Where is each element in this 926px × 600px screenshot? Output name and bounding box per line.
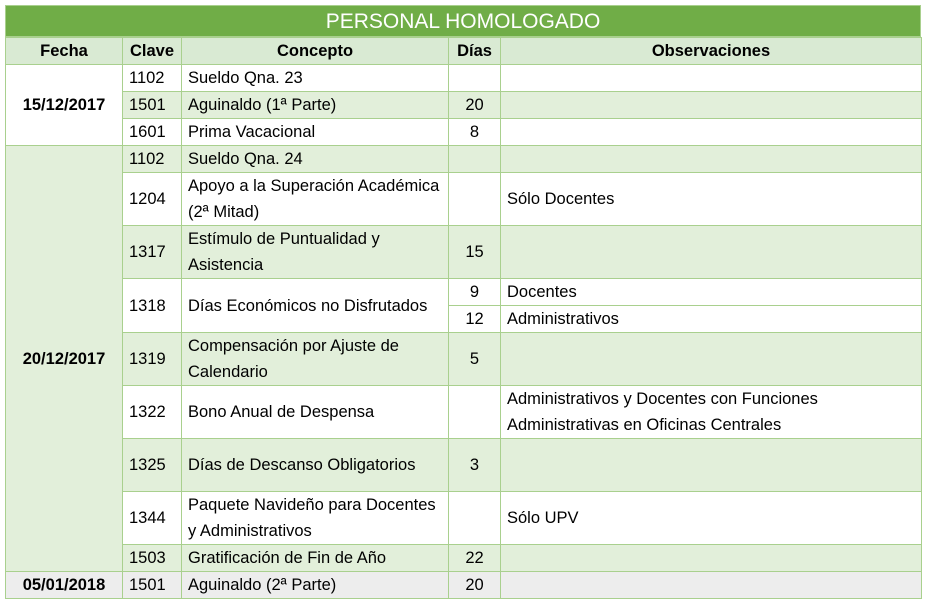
dias-cell: 20 <box>449 92 501 119</box>
fecha-cell: 20/12/2017 <box>6 146 123 572</box>
concepto-cell: Aguinaldo (1ª Parte) <box>182 92 449 119</box>
table-row <box>6 173 922 226</box>
observaciones-cell: Administrativos y Docentes con Funciones Administrativas en Oficinas Centrales <box>501 386 922 439</box>
table-row <box>6 439 922 492</box>
observaciones-cell <box>501 226 922 279</box>
table-row <box>6 226 922 279</box>
observaciones-cell <box>501 545 922 572</box>
clave-cell: 1319 <box>123 333 182 386</box>
clave-cell: 1501 <box>123 92 182 119</box>
observaciones-cell: Docentes <box>501 279 922 306</box>
concepto-cell: Paquete Navideño para Docentes y Administrativos <box>182 492 449 545</box>
payroll-sheet <box>5 5 921 599</box>
sheet-title: PERSONAL HOMOLOGADO <box>5 5 921 37</box>
table-row <box>6 333 922 386</box>
dias-cell: 3 <box>449 439 501 492</box>
dias-cell <box>449 173 501 226</box>
clave-cell: 1501 <box>123 572 182 599</box>
table-row <box>6 119 922 146</box>
table-row <box>6 386 922 439</box>
concepto-cell: Estímulo de Puntualidad y Asistencia <box>182 226 449 279</box>
dias-cell <box>449 65 501 92</box>
observaciones-cell <box>501 572 922 599</box>
concepto-cell: Apoyo a la Superación Académica (2ª Mitad) <box>182 173 449 226</box>
header-observaciones: Observaciones <box>501 38 922 65</box>
observaciones-cell <box>501 333 922 386</box>
table-row <box>6 65 922 92</box>
fecha-cell: 05/01/2018 <box>6 572 123 599</box>
clave-cell: 1503 <box>123 545 182 572</box>
clave-cell: 1204 <box>123 173 182 226</box>
dias-cell: 5 <box>449 333 501 386</box>
concepto-cell: Bono Anual de Despensa <box>182 386 449 439</box>
observaciones-cell: Sólo UPV <box>501 492 922 545</box>
dias-cell: 9 <box>449 279 501 306</box>
clave-cell: 1344 <box>123 492 182 545</box>
dias-cell: 20 <box>449 572 501 599</box>
dias-cell <box>449 386 501 439</box>
observaciones-cell <box>501 119 922 146</box>
observaciones-cell <box>501 146 922 173</box>
dias-cell <box>449 492 501 545</box>
concepto-cell: Días Económicos no Disfrutados <box>182 279 449 333</box>
dias-cell: 22 <box>449 545 501 572</box>
clave-cell: 1325 <box>123 439 182 492</box>
header-row <box>6 38 922 65</box>
concepto-cell: Sueldo Qna. 23 <box>182 65 449 92</box>
clave-cell: 1322 <box>123 386 182 439</box>
clave-cell: 1601 <box>123 119 182 146</box>
concepto-cell: Compensación por Ajuste de Calendario <box>182 333 449 386</box>
dias-cell: 15 <box>449 226 501 279</box>
observaciones-cell <box>501 65 922 92</box>
observaciones-cell: Administrativos <box>501 306 922 333</box>
header-clave: Clave <box>123 38 182 65</box>
dias-cell <box>449 146 501 173</box>
clave-cell: 1318 <box>123 279 182 333</box>
table-row <box>6 572 922 599</box>
observaciones-cell <box>501 92 922 119</box>
clave-cell: 1102 <box>123 65 182 92</box>
header-dias: Días <box>449 38 501 65</box>
clave-cell: 1317 <box>123 226 182 279</box>
table-row <box>6 545 922 572</box>
fecha-cell: 15/12/2017 <box>6 65 123 146</box>
table-row <box>6 492 922 545</box>
header-concepto: Concepto <box>182 38 449 65</box>
concepto-cell: Gratificación de Fin de Año <box>182 545 449 572</box>
header-fecha: Fecha <box>6 38 123 65</box>
table-row <box>6 279 922 306</box>
payroll-table <box>5 37 922 599</box>
table-row <box>6 92 922 119</box>
concepto-cell: Sueldo Qna. 24 <box>182 146 449 173</box>
concepto-cell: Aguinaldo (2ª Parte) <box>182 572 449 599</box>
clave-cell: 1102 <box>123 146 182 173</box>
dias-cell: 8 <box>449 119 501 146</box>
dias-cell: 12 <box>449 306 501 333</box>
concepto-cell: Días de Descanso Obligatorios <box>182 439 449 492</box>
observaciones-cell <box>501 439 922 492</box>
observaciones-cell: Sólo Docentes <box>501 173 922 226</box>
table-row <box>6 146 922 173</box>
concepto-cell: Prima Vacacional <box>182 119 449 146</box>
